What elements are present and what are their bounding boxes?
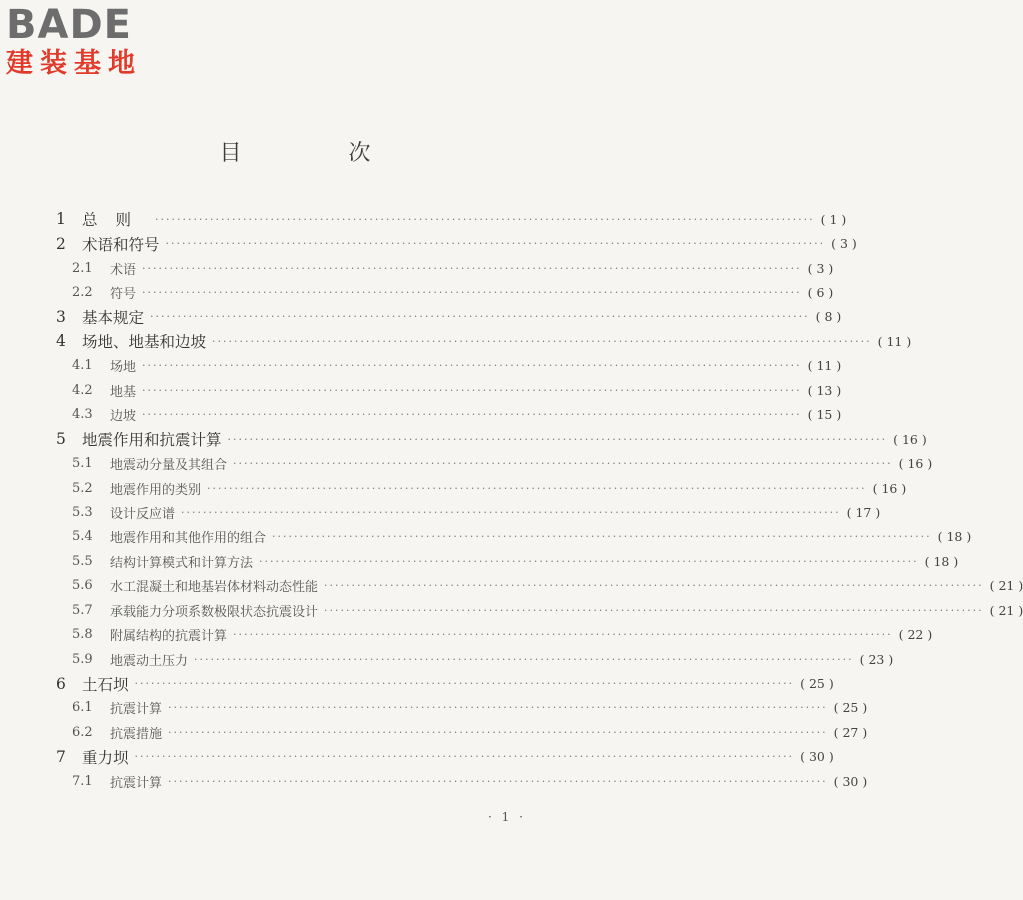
dot-leader: ························································································································ xyxy=(150,310,810,324)
toc-number: 5.8 xyxy=(72,627,93,643)
toc-page-number: ( 1 ) xyxy=(820,211,847,227)
dot-leader: ························································································································ xyxy=(168,725,828,739)
toc-page-number: ( 21 ) xyxy=(989,578,1023,594)
toc-page-number: ( 27 ) xyxy=(833,724,868,740)
toc-title: 地震作用和其他作用的组合 xyxy=(110,531,267,547)
toc-number: 6 xyxy=(56,674,66,693)
toc-page-value: 15 xyxy=(816,407,833,423)
toc-section-row xyxy=(0,598,1023,622)
toc-title: 符号 xyxy=(110,287,137,303)
toc-number: 5.6 xyxy=(72,578,93,594)
dot-leader: ························································································································ xyxy=(134,677,795,691)
toc-chapter-row xyxy=(0,305,842,329)
toc-chapter-row xyxy=(0,231,857,255)
dot-leader: ························································································································ xyxy=(324,579,984,593)
toc-page-number: ( 8 ) xyxy=(815,309,842,325)
toc-page-number: ( 16 ) xyxy=(898,456,933,472)
toc-number: 4.1 xyxy=(72,358,93,374)
dot-leader: ························································································································ xyxy=(212,334,872,348)
toc-title: 场地 xyxy=(110,360,137,376)
dot-leader: ························································································································ xyxy=(259,554,919,568)
toc-title: 抗震计算 xyxy=(110,775,163,791)
dot-leader: ························································································································ xyxy=(165,237,826,251)
page-title: 目 次 xyxy=(219,141,421,166)
toc-page-number: ( 18 ) xyxy=(937,529,972,545)
toc-page-number: ( 11 ) xyxy=(807,358,842,374)
toc-title: 基本规定 xyxy=(82,308,145,327)
toc-page-number: ( 30 ) xyxy=(833,773,868,789)
dot-leader: ························································································································ xyxy=(142,408,802,422)
toc-number: 5.4 xyxy=(72,529,93,545)
toc-number: 4 xyxy=(56,332,66,351)
dot-leader: ························································································································ xyxy=(233,457,893,471)
toc-title: 重力坝 xyxy=(82,748,129,767)
toc-section-row xyxy=(0,720,868,744)
logo-subtitle: 建装基地 xyxy=(6,48,142,79)
page-number: · 1 · xyxy=(488,810,526,824)
toc-section-row xyxy=(0,696,868,720)
toc-number: 2.1 xyxy=(72,260,93,276)
toc-page-value: 11 xyxy=(886,333,903,349)
toc-page-value: 25 xyxy=(842,700,859,716)
toc-section-row xyxy=(0,403,842,427)
toc-number: 5.3 xyxy=(72,504,93,520)
toc-number: 5 xyxy=(56,430,66,449)
toc-number: 4.2 xyxy=(72,382,93,398)
toc-number: 1 xyxy=(56,210,66,229)
toc-chapter-row xyxy=(0,329,912,353)
toc-page-number: ( 3 ) xyxy=(807,260,834,276)
toc-number: 4.3 xyxy=(72,407,93,423)
toc-title: 地震动分量及其组合 xyxy=(110,458,228,474)
toc-page-value: 1 xyxy=(829,211,838,227)
toc-title: 设计反应谱 xyxy=(110,506,176,522)
toc-page-value: 18 xyxy=(946,529,963,545)
toc-section-row xyxy=(0,769,868,793)
toc-page-number: ( 30 ) xyxy=(800,749,834,765)
toc-title: 场地、地基和边坡 xyxy=(82,333,207,352)
toc-page-value: 16 xyxy=(907,456,924,472)
dot-leader: ························································································································ xyxy=(134,750,795,764)
toc-page-number: ( 22 ) xyxy=(898,627,933,643)
toc-page-number: ( 3 ) xyxy=(831,236,857,252)
toc-title: 术语和符号 xyxy=(82,235,160,254)
toc-section-row xyxy=(0,354,842,378)
toc-number: 2 xyxy=(56,234,66,253)
toc-title: 附属结构的抗震计算 xyxy=(110,629,228,645)
toc-chapter-row xyxy=(0,671,834,695)
toc-page-value: 21 xyxy=(998,602,1015,618)
toc-number: 6.2 xyxy=(72,724,93,740)
toc-page-value: 6 xyxy=(816,285,825,301)
toc-number: 7 xyxy=(56,747,66,766)
toc-page-number: ( 16 ) xyxy=(872,480,907,496)
dot-leader: ························································································································ xyxy=(272,530,932,544)
toc-page-value: 13 xyxy=(816,382,833,398)
toc-page-number: ( 11 ) xyxy=(877,333,912,349)
dot-leader: ························································································································ xyxy=(168,701,828,715)
dot-leader: ························································································································ xyxy=(142,286,802,300)
toc-number: 6.1 xyxy=(72,700,93,716)
toc-section-row xyxy=(0,378,842,402)
toc-section-row xyxy=(0,280,834,304)
toc-section-row xyxy=(0,549,959,573)
toc-number: 3 xyxy=(56,307,66,326)
toc-number: 5.2 xyxy=(72,480,93,496)
toc-page-value: 3 xyxy=(816,260,825,276)
dot-leader: ························································································································ xyxy=(233,628,893,642)
toc-page-number: ( 18 ) xyxy=(924,553,959,569)
toc-title: 结构计算模式和计算方法 xyxy=(110,555,254,571)
toc-page-value: 23 xyxy=(868,651,885,667)
toc-page-value: 25 xyxy=(808,676,825,692)
toc-page-value: 30 xyxy=(808,749,825,765)
toc-page-number: ( 17 ) xyxy=(846,504,881,520)
toc-title: 土石坝 xyxy=(82,675,129,694)
dot-leader: ························································································································ xyxy=(324,603,984,617)
toc-section-row xyxy=(0,256,834,280)
dot-leader: ························································································································ xyxy=(168,774,828,788)
toc-page-number: ( 13 ) xyxy=(807,382,842,398)
toc-page-value: 27 xyxy=(842,724,859,740)
dot-leader: ························································································································ xyxy=(227,432,888,446)
toc-section-row xyxy=(0,525,972,549)
toc-page-value: 17 xyxy=(855,504,872,520)
toc-title: 总则 xyxy=(82,211,150,230)
toc-page-number: ( 23 ) xyxy=(859,651,894,667)
toc-title: 边坡 xyxy=(110,409,137,425)
dot-leader: ························································································································ xyxy=(207,481,867,495)
toc-page-value: 22 xyxy=(907,627,924,643)
toc-number: 2.2 xyxy=(72,285,93,301)
toc-number: 5.5 xyxy=(72,553,93,569)
toc-page-value: 3 xyxy=(839,236,848,252)
toc-title: 术语 xyxy=(110,262,137,278)
toc-chapter-row xyxy=(0,207,847,231)
toc-section-row xyxy=(0,574,1023,598)
dot-leader: ························································································································ xyxy=(155,212,815,226)
toc-page-number: ( 25 ) xyxy=(833,700,868,716)
toc-number: 5.9 xyxy=(72,651,93,667)
toc-page-number: ( 16 ) xyxy=(893,431,927,447)
toc-page-value: 21 xyxy=(998,578,1015,594)
toc-title: 地震作用和抗震计算 xyxy=(82,431,222,450)
toc-title: 抗震措施 xyxy=(110,726,163,742)
toc-title: 地震作用的类别 xyxy=(110,482,202,498)
toc-title: 地震动土压力 xyxy=(110,653,189,669)
toc-page-value: 30 xyxy=(842,773,859,789)
table-of-contents xyxy=(0,207,1023,794)
logo-mark: BADE xyxy=(6,2,132,48)
dot-leader: ························································································································ xyxy=(181,505,841,519)
toc-title: 抗震计算 xyxy=(110,702,163,718)
toc-page-number: ( 15 ) xyxy=(807,407,842,423)
toc-section-row xyxy=(0,476,907,500)
toc-chapter-row xyxy=(0,745,834,769)
toc-title: 水工混凝土和地基岩体材料动态性能 xyxy=(110,580,319,596)
toc-page-number: ( 21 ) xyxy=(989,602,1023,618)
toc-chapter-row xyxy=(0,427,927,451)
toc-page-number: ( 25 ) xyxy=(800,676,834,692)
toc-page-value: 16 xyxy=(901,431,918,447)
toc-page-number: ( 6 ) xyxy=(807,285,834,301)
toc-page-value: 11 xyxy=(816,358,833,374)
toc-section-row xyxy=(0,622,933,646)
dot-leader: ························································································································ xyxy=(142,383,802,397)
bade-logo xyxy=(6,4,176,82)
toc-page-value: 8 xyxy=(824,309,833,325)
toc-number: 7.1 xyxy=(72,773,93,789)
toc-section-row xyxy=(0,647,894,671)
toc-page-value: 18 xyxy=(933,553,950,569)
toc-section-row xyxy=(0,500,881,524)
toc-page-value: 16 xyxy=(881,480,898,496)
dot-leader: ························································································································ xyxy=(142,359,802,373)
toc-section-row xyxy=(0,451,933,475)
toc-title: 承载能力分项系数极限状态抗震设计 xyxy=(110,604,319,620)
dot-leader: ························································································································ xyxy=(194,652,854,666)
dot-leader: ························································································································ xyxy=(142,261,802,275)
toc-number: 5.7 xyxy=(72,602,93,618)
toc-title: 地基 xyxy=(110,384,137,400)
toc-number: 5.1 xyxy=(72,456,93,472)
